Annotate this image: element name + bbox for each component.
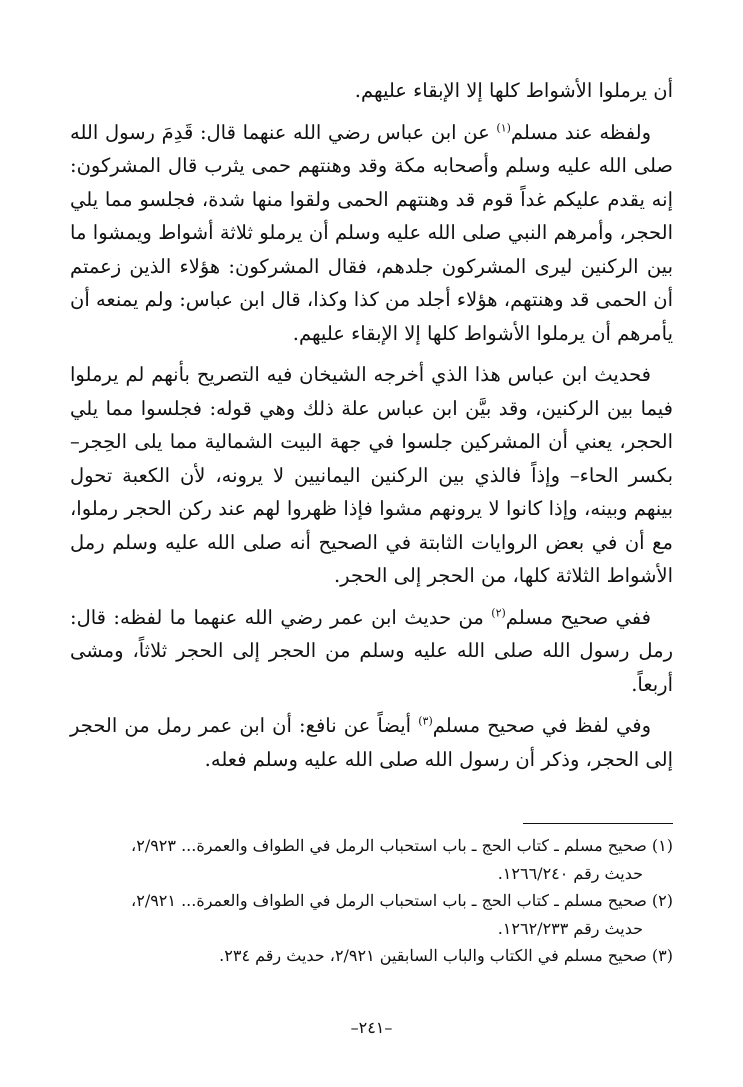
paragraph-1: أن يرملوا الأشواط كلها إلا الإبقاء عليهم.: [354, 79, 673, 102]
footnote-ref-1: (١): [496, 121, 511, 134]
footnote-1-continuation: حديث رقم ١٢٦٦/٢٤٠.: [497, 863, 643, 883]
paragraph-4-rest: من حديث ابن عمر رضي الله عنهما ما لفظه: قال: رمل رسول الله صلى الله عليه وسلم من الحجر إلى الحجر ثلاثاً، ومشى أربعاً.: [70, 605, 673, 696]
footnote-2-continuation: حديث رقم ١٢٦٢/٢٣٣.: [497, 918, 643, 938]
footnote-ref-2: (٢): [491, 606, 506, 619]
paragraph-2-rest: عن ابن عباس رضي الله عنهما قال: قَدِمَ رسول الله صلى الله عليه وسلم وأصحابه مكة وقد وهنتهم حمى يثرب قال المشركون: إنه يقدم عليكم غداً قوم قد وهنتهم الحمى ولقوا منها شدة، فجلسو مما يلي الحجر، وأمرهم النبي صلى الله عليه وسلم أن يرملو ثلاثة أشواط ويمشوا ما بين الركنين ليرى المشركون جلدهم، فقال المشركون: هؤلاء الذين زعمتم أن الحمى قد وهنتهم، هؤلاء أجلد من كذا وكذا، قال ابن عباس: ولم يمنعه أن يأمرهم أن يرملوا الأشواط كلها إلا الإبقاء عليهم.: [70, 120, 673, 345]
paragraph-4-start: ففي صحيح مسلم: [505, 605, 651, 629]
footnotes: [70, 832, 673, 970]
page-number: –٢٤١–: [350, 1018, 393, 1037]
footnote-1: (١) صحيح مسلم ـ كتاب الحج ـ باب استحباب الرمل في الطواف والعمرة... ٢/٩٢٣،: [131, 836, 673, 855]
footnote-3: (٣) صحيح مسلم في الكتاب والباب السابقين ٢/٩٢١، حديث رقم ٢٣٤.: [219, 946, 673, 965]
footnote-ref-3: (٣): [418, 714, 433, 728]
paragraph-2: [70, 116, 673, 351]
paragraph-2-start: ولفظه عند مسلم: [510, 120, 651, 144]
paragraph-3: فحديث ابن عباس هذا الذي أخرجه الشيخان فيه التصريح بأنهم لم يرملوا فيما بين الركنين، وقد بيَّن ابن عباس علة ذلك وهي قوله: فجلسوا مما يلي الحجر، يعني أن المشركين جلسوا في جهة البيت الشمالية مما يلى الحِجر– بكسر الحاء– وإذاً فالذي بين الركنين اليمانيين لا يرونه، لأن الكعبة تحول بينهم وبينه، وإذا كانوا لا يرونهم مشوا فإذا ظهروا لهم عند ركن الحجر رملوا، مع أن في بعض الروايات الثابتة في الصحيح أنه صلى الله عليه وسلم رمل الأشواط الثلاثة كلها، من الحجر إلى الحجر.: [70, 363, 673, 587]
footnote-divider: [523, 823, 673, 824]
paragraph-4: [70, 601, 673, 702]
paragraph-5-start: وفي لفظ في صحيح مسلم: [432, 714, 651, 737]
main-text: [70, 74, 673, 784]
paragraph-5-rest: أيضاً عن نافع: أن ابن عمر رمل من الحجر إلى الحجر، وذكر أن رسول الله صلى الله عليه وسلم فعله.: [70, 714, 673, 771]
footnote-2: (٢) صحيح مسلم ـ كتاب الحج ـ باب استحباب الرمل في الطواف والعمرة... ٢/٩٢١،: [131, 891, 673, 910]
paragraph-5: [70, 709, 673, 776]
